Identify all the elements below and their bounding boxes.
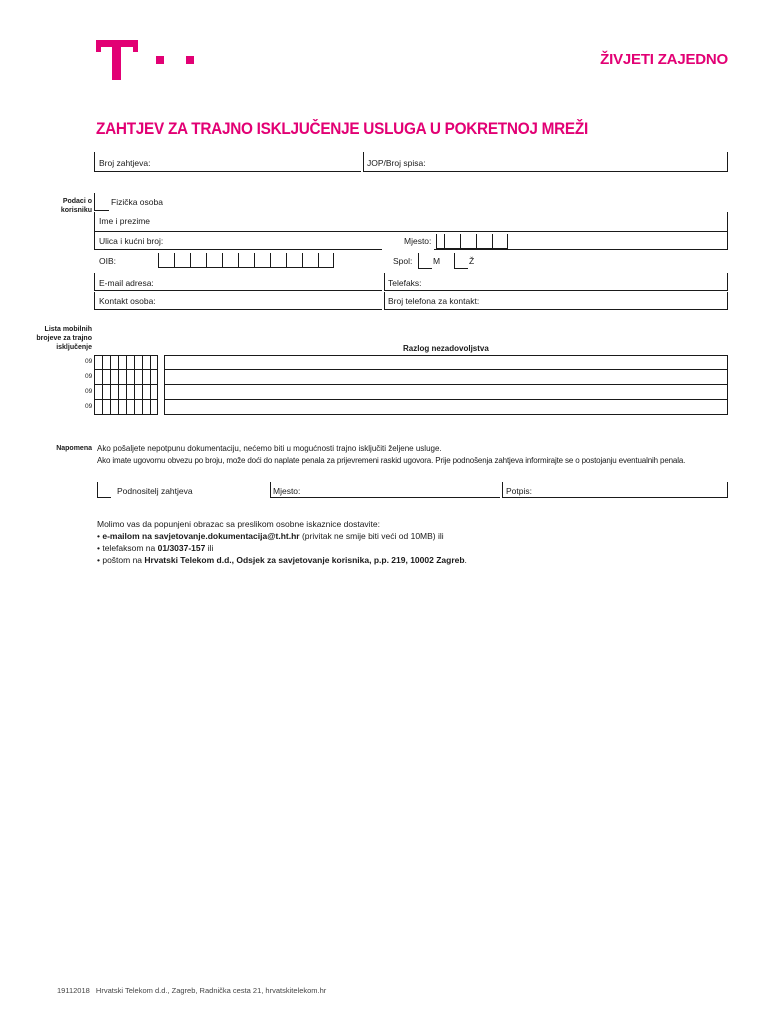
user-section-label-text: Podaci o korisniku — [60, 198, 92, 214]
digit-box[interactable] — [142, 355, 150, 370]
number-prefix: 09 — [85, 403, 93, 410]
digit-box[interactable] — [110, 370, 118, 385]
note-label: Napomena — [56, 445, 92, 452]
gender-male-checkbox[interactable] — [418, 253, 432, 269]
request-number-label: Broj zahtjeva: — [99, 158, 151, 168]
logo-t-right-nib — [133, 47, 138, 52]
number-boxes[interactable] — [94, 370, 158, 385]
digit-box[interactable] — [110, 355, 118, 370]
digit-box[interactable] — [150, 385, 158, 400]
place-field[interactable] — [270, 482, 500, 498]
number-boxes[interactable] — [94, 400, 158, 415]
digit-box[interactable] — [142, 370, 150, 385]
digit-box[interactable] — [102, 385, 110, 400]
reason-field[interactable] — [164, 399, 728, 415]
applicant-checkbox[interactable] — [97, 482, 111, 498]
reason-header: Razlog nezadovoljstva — [403, 344, 489, 353]
signature-field[interactable] — [502, 482, 728, 498]
digit-box[interactable] — [150, 400, 158, 415]
digit-box[interactable] — [102, 400, 110, 415]
number-prefix: 09 — [85, 373, 93, 380]
name-label: Ime i prezime — [99, 216, 151, 226]
fax-label: Telefaks: — [388, 278, 422, 288]
contact-email-note: (privitak ne smije biti veći od 10MB) ili — [299, 531, 444, 541]
reason-field[interactable] — [164, 369, 728, 385]
contact-email-address[interactable]: e-mailom na savjetovanje.dokumentacija@t.ht.hr — [102, 531, 300, 541]
reason-field[interactable] — [164, 355, 728, 370]
oib-box[interactable] — [190, 253, 206, 268]
gender-label: Spol: — [393, 256, 413, 266]
digit-box[interactable] — [126, 355, 134, 370]
contact-email-bullet: • — [97, 531, 103, 541]
logo-t-stem — [112, 40, 121, 80]
oib-box[interactable] — [254, 253, 270, 268]
contact-post-rest: . — [464, 555, 467, 565]
digit-box[interactable] — [150, 370, 158, 385]
postal-code-box[interactable] — [444, 234, 460, 249]
gender-female-checkbox[interactable] — [454, 253, 468, 269]
digit-box[interactable] — [118, 385, 126, 400]
digit-box[interactable] — [126, 385, 134, 400]
contact-phone-label: Broj telefona za kontakt: — [388, 296, 480, 306]
oib-box[interactable] — [302, 253, 318, 268]
user-section-label — [40, 197, 92, 215]
digit-box[interactable] — [142, 400, 150, 415]
gender-female-label: Ž — [469, 256, 475, 266]
contact-intro: Molimo vas da popunjeni obrazac sa preslikom osobne iskaznice dostavite: — [97, 519, 381, 529]
jop-label: JOP/Broj spisa: — [367, 158, 426, 168]
page-title: ZAHTJEV ZA TRAJNO ISKLJUČENJE USLUGA U POKRETNOJ MREŽI — [96, 120, 588, 138]
oib-box[interactable] — [174, 253, 190, 268]
digit-box[interactable] — [150, 355, 158, 370]
email-label: E-mail adresa: — [99, 278, 154, 288]
contact-fax-number: 01/3037-157 — [157, 543, 206, 553]
numbers-section-label-text: Lista mobilnih brojeve za trajno isključenje — [36, 326, 92, 351]
digit-box[interactable] — [94, 385, 102, 400]
contact-fax-prefix: • telefaksom na — [97, 543, 158, 553]
contact-post — [97, 555, 467, 565]
postal-code-box[interactable] — [460, 234, 476, 249]
number-boxes[interactable] — [94, 355, 158, 370]
digit-box[interactable] — [134, 355, 142, 370]
email-field-underline — [94, 290, 284, 291]
digit-box[interactable] — [134, 400, 142, 415]
note-line-1: Ako pošaljete nepotpunu dokumentaciju, nećemo biti u mogućnosti trajno isključiti željene usluge. — [97, 444, 442, 453]
contact-fax-rest: ili — [205, 543, 214, 553]
city-field-end — [727, 232, 728, 250]
oib-box[interactable] — [222, 253, 238, 268]
natural-person-label: Fizička osoba — [111, 197, 163, 207]
oib-box[interactable] — [158, 253, 174, 268]
digit-box[interactable] — [126, 370, 134, 385]
numbers-section-label — [20, 325, 92, 352]
logo-t-left-nib — [96, 47, 101, 52]
contact-email — [97, 531, 444, 541]
oib-box[interactable] — [286, 253, 302, 268]
postal-code-box[interactable] — [492, 234, 508, 249]
logo-dot-1 — [156, 56, 164, 64]
city-field-line[interactable] — [434, 249, 728, 250]
address-label: Ulica i kućni broj: — [99, 236, 164, 246]
digit-box[interactable] — [126, 400, 134, 415]
number-prefix: 09 — [85, 388, 93, 395]
postal-code-box[interactable] — [436, 234, 444, 249]
digit-box[interactable] — [134, 385, 142, 400]
contact-post-prefix: • poštom na — [97, 555, 145, 565]
digit-box[interactable] — [94, 370, 102, 385]
digit-box[interactable] — [142, 385, 150, 400]
city-label: Mjesto: — [404, 236, 432, 246]
note-line-2: Ako imate ugovornu obvezu po broju, može doći do naplate penala za prijevremeni raskid ugovora. Prije podnošenja zahtjeva informirajte se o postojanju eventualnih penala. — [97, 456, 686, 465]
digit-box[interactable] — [118, 400, 126, 415]
oib-box[interactable] — [318, 253, 334, 268]
digit-box[interactable] — [102, 355, 110, 370]
name-field[interactable] — [94, 212, 728, 232]
natural-person-checkbox[interactable] — [94, 193, 109, 211]
number-boxes[interactable] — [94, 385, 158, 400]
reason-field[interactable] — [164, 384, 728, 400]
oib-label: OIB: — [99, 256, 117, 266]
slogan: ŽIVJETI ZAJEDNO — [600, 51, 728, 68]
digit-box[interactable] — [94, 355, 102, 370]
digit-box[interactable] — [134, 370, 142, 385]
oib-boxes[interactable] — [158, 253, 334, 268]
digit-box[interactable] — [94, 400, 102, 415]
contact-person-label: Kontakt osoba: — [99, 296, 156, 306]
digit-box[interactable] — [110, 400, 118, 415]
place-label: Mjesto: — [273, 486, 301, 496]
oib-box[interactable] — [206, 253, 222, 268]
oib-box[interactable] — [238, 253, 254, 268]
footer — [57, 986, 326, 995]
contact-post-address: Hrvatski Telekom d.d., Odsjek za savjetovanje korisnika, p.p. 219, 10002 Zagreb — [144, 555, 465, 565]
digit-box[interactable] — [118, 355, 126, 370]
gender-male-label: M — [433, 256, 441, 266]
postal-code-boxes[interactable] — [436, 234, 508, 249]
postal-code-box[interactable] — [476, 234, 492, 249]
footer-text: Hrvatski Telekom d.d., Zagreb, Radnička cesta 21, hrvatskitelekom.hr — [95, 986, 327, 995]
applicant-label: Podnositelj zahtjeva — [117, 486, 193, 496]
oib-box[interactable] — [270, 253, 286, 268]
signature-label: Potpis: — [506, 486, 532, 496]
logo-dot-2 — [186, 56, 194, 64]
digit-box[interactable] — [110, 385, 118, 400]
number-prefix: 09 — [85, 358, 93, 365]
fax-field[interactable] — [384, 273, 728, 291]
contact-fax — [97, 543, 213, 553]
footer-code: 19112018 — [57, 986, 90, 995]
digit-box[interactable] — [102, 370, 110, 385]
digit-box[interactable] — [118, 370, 126, 385]
